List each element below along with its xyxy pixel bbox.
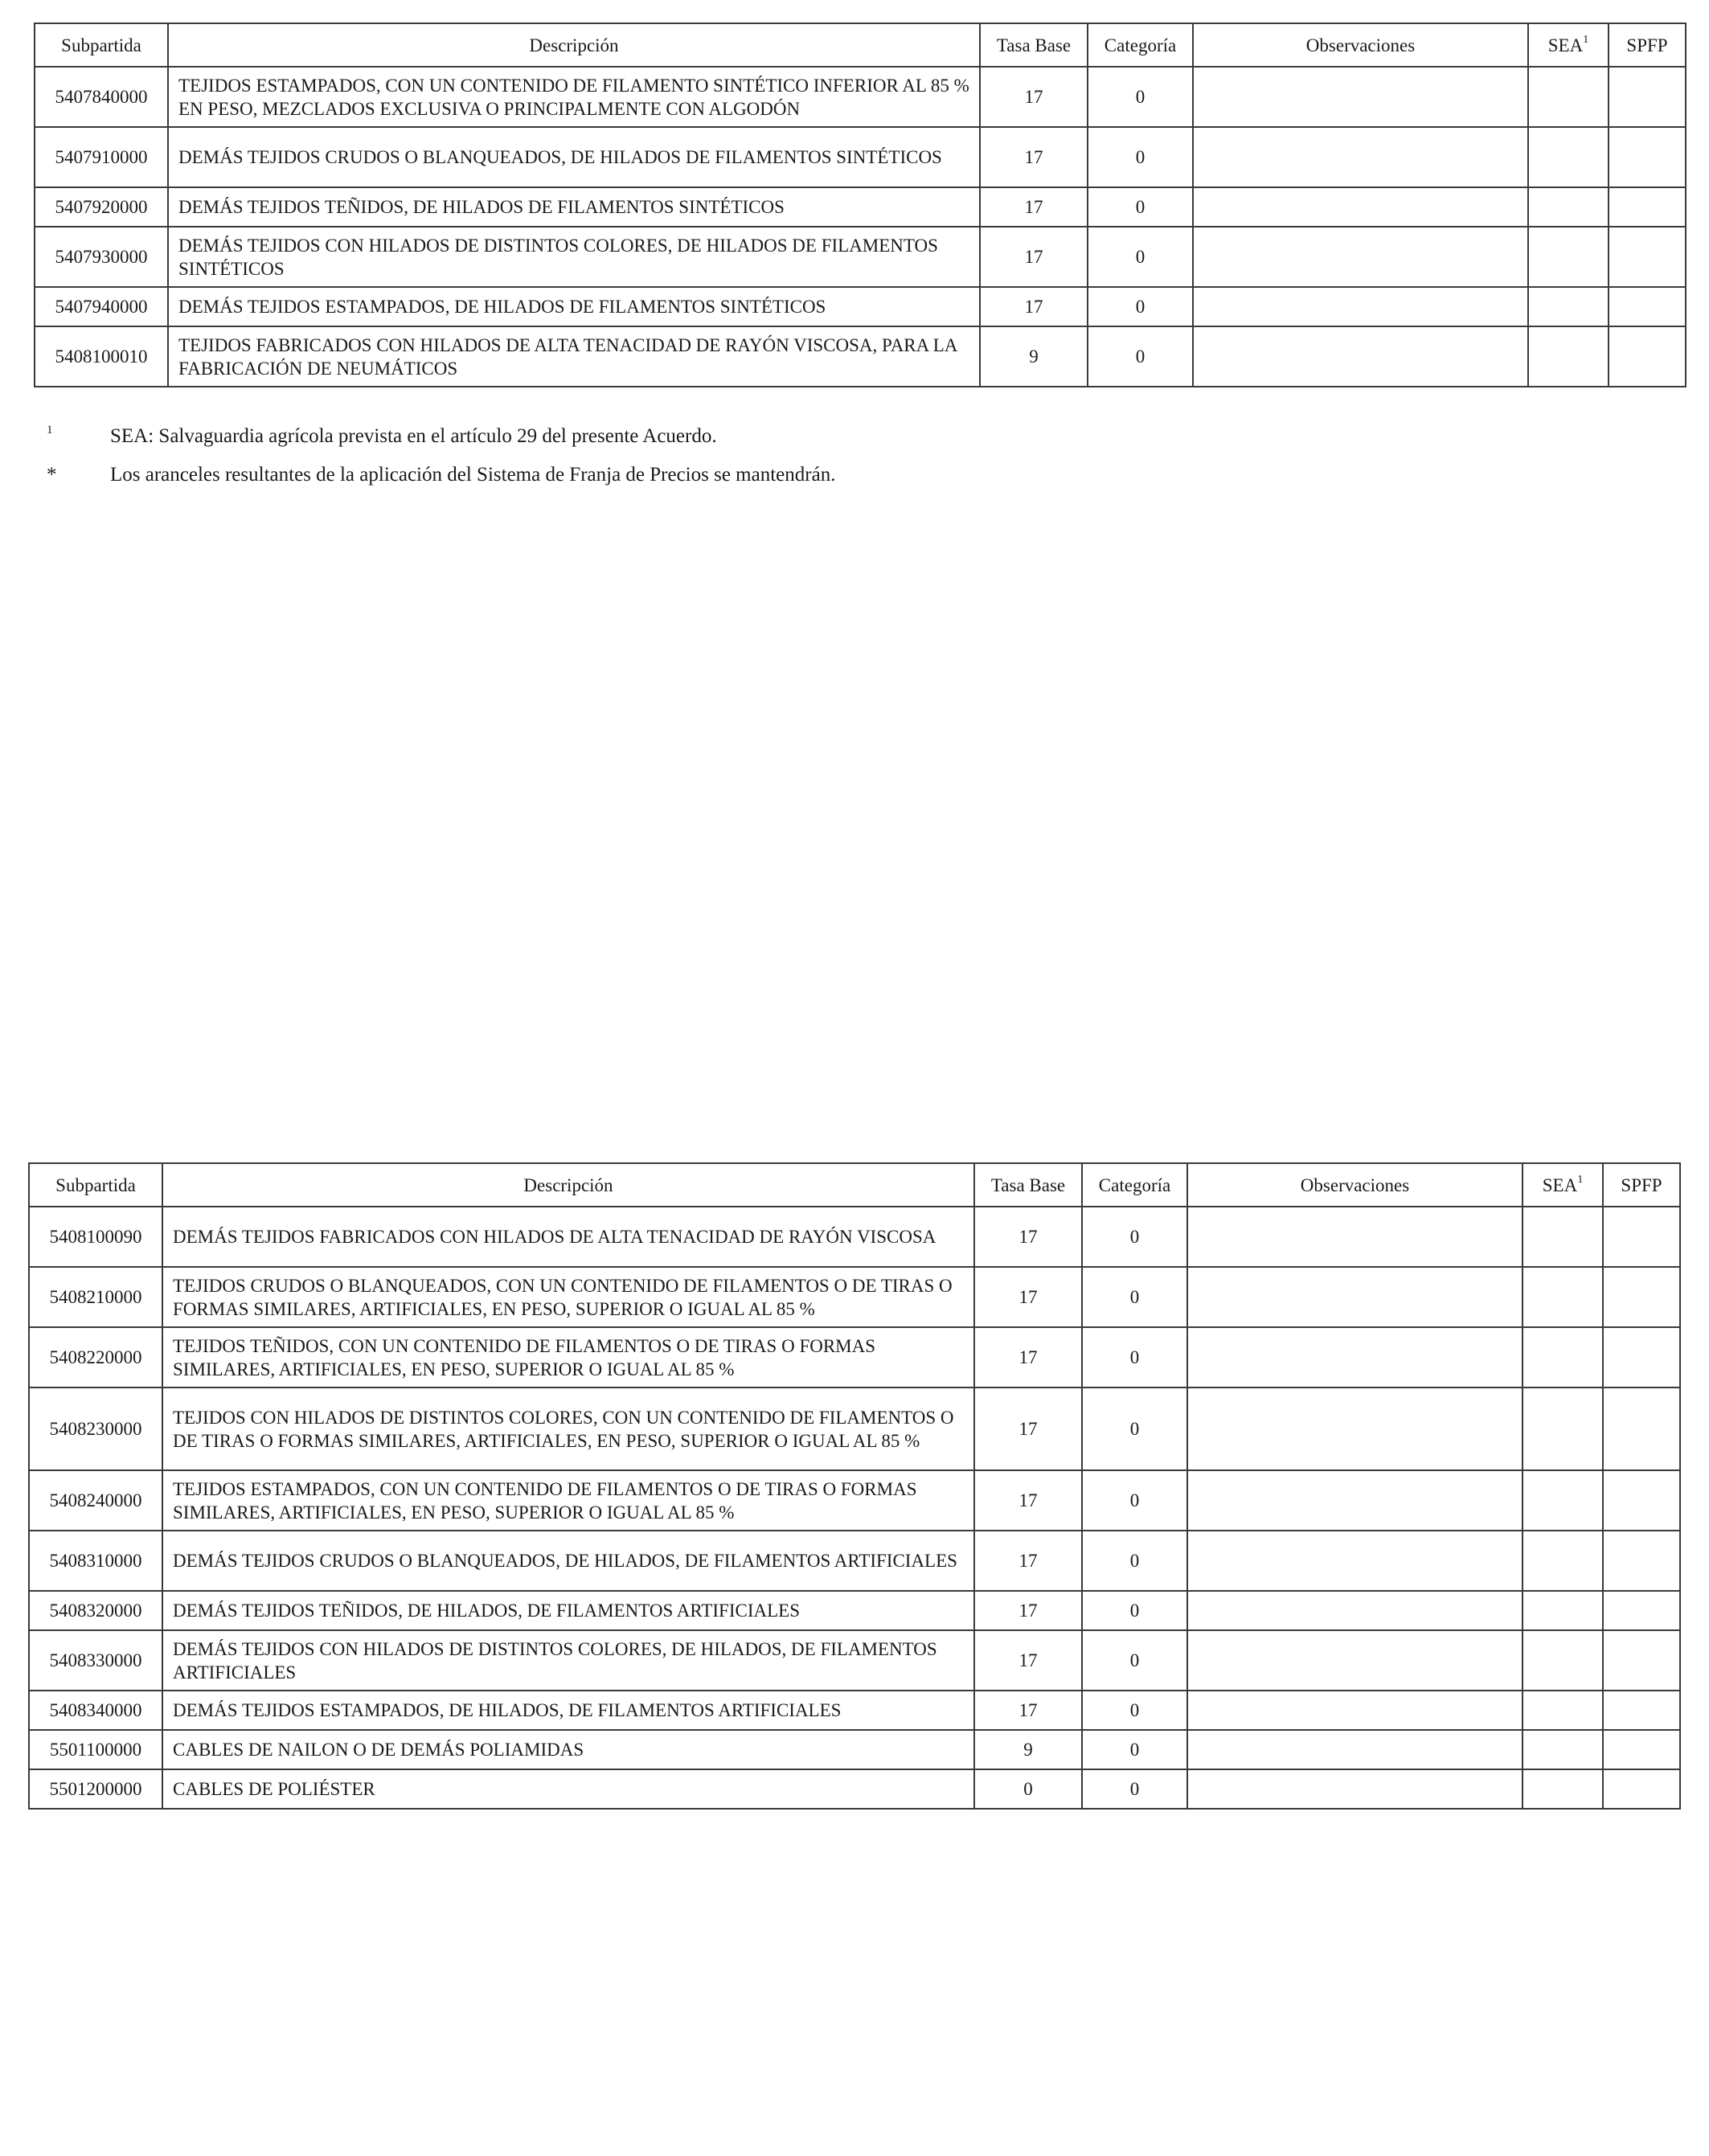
table-row bbox=[29, 1769, 1680, 1809]
cell-observaciones bbox=[1193, 127, 1528, 187]
header-spfp: SPFP bbox=[1603, 1163, 1680, 1207]
cell-subpartida: 5407940000 bbox=[35, 287, 168, 326]
cell-categoria: 0 bbox=[1082, 1730, 1187, 1769]
footnote-ref: 1 bbox=[1577, 1173, 1584, 1186]
cell-categoria: 0 bbox=[1082, 1531, 1187, 1591]
cell-spfp bbox=[1603, 1327, 1680, 1387]
cell-observaciones bbox=[1187, 1730, 1523, 1769]
cell-descripcion: CABLES DE NAILON O DE DEMÁS POLIAMIDAS bbox=[162, 1730, 974, 1769]
table-row bbox=[35, 287, 1686, 326]
footnotes bbox=[47, 424, 835, 501]
cell-observaciones bbox=[1187, 1387, 1523, 1470]
cell-spfp bbox=[1603, 1591, 1680, 1630]
cell-subpartida: 5408210000 bbox=[29, 1267, 162, 1327]
cell-subpartida: 5408340000 bbox=[29, 1691, 162, 1730]
cell-categoria: 0 bbox=[1082, 1591, 1187, 1630]
cell-sea bbox=[1528, 227, 1609, 287]
table-row bbox=[29, 1591, 1680, 1630]
cell-tasa-base: 17 bbox=[974, 1387, 1082, 1470]
table-header-row bbox=[29, 1163, 1680, 1207]
cell-subpartida: 5407920000 bbox=[35, 187, 168, 227]
header-descripcion: Descripción bbox=[168, 23, 980, 67]
cell-descripcion: DEMÁS TEJIDOS FABRICADOS CON HILADOS DE ALTA TENACIDAD DE RAYÓN VISCOSA bbox=[162, 1207, 974, 1267]
header-categoria: Categoría bbox=[1088, 23, 1193, 67]
cell-descripcion: DEMÁS TEJIDOS ESTAMPADOS, DE HILADOS DE FILAMENTOS SINTÉTICOS bbox=[168, 287, 980, 326]
table-row bbox=[35, 227, 1686, 287]
footnote bbox=[47, 462, 835, 488]
cell-spfp bbox=[1603, 1387, 1680, 1470]
cell-observaciones bbox=[1193, 326, 1528, 387]
cell-descripcion: DEMÁS TEJIDOS TEÑIDOS, DE HILADOS, DE FILAMENTOS ARTIFICIALES bbox=[162, 1591, 974, 1630]
cell-subpartida: 5408100090 bbox=[29, 1207, 162, 1267]
cell-observaciones bbox=[1193, 67, 1528, 127]
cell-tasa-base: 17 bbox=[980, 287, 1088, 326]
cell-descripcion: DEMÁS TEJIDOS CON HILADOS DE DISTINTOS COLORES, DE HILADOS, DE FILAMENTOS ARTIFICIALES bbox=[162, 1630, 974, 1691]
cell-categoria: 0 bbox=[1082, 1769, 1187, 1809]
header-subpartida: Subpartida bbox=[29, 1163, 162, 1207]
cell-sea bbox=[1528, 187, 1609, 227]
cell-spfp bbox=[1603, 1267, 1680, 1327]
cell-tasa-base: 17 bbox=[974, 1470, 1082, 1531]
cell-sea bbox=[1523, 1207, 1603, 1267]
cell-descripcion: TEJIDOS ESTAMPADOS, CON UN CONTENIDO DE FILAMENTOS O DE TIRAS O FORMAS SIMILARES, ARTIFICIALES, EN PESO, SUPERIOR O IGUAL AL 85 % bbox=[162, 1470, 974, 1531]
cell-subpartida: 5407910000 bbox=[35, 127, 168, 187]
cell-categoria: 0 bbox=[1082, 1630, 1187, 1691]
cell-tasa-base: 17 bbox=[980, 127, 1088, 187]
header-observaciones: Observaciones bbox=[1193, 23, 1528, 67]
cell-sea bbox=[1528, 67, 1609, 127]
cell-subpartida: 5408320000 bbox=[29, 1591, 162, 1630]
cell-subpartida: 5408220000 bbox=[29, 1327, 162, 1387]
cell-tasa-base: 17 bbox=[974, 1630, 1082, 1691]
header-sea-label: SEA bbox=[1542, 1174, 1578, 1195]
cell-categoria: 0 bbox=[1088, 187, 1193, 227]
cell-spfp bbox=[1603, 1691, 1680, 1730]
cell-descripcion: TEJIDOS FABRICADOS CON HILADOS DE ALTA TENACIDAD DE RAYÓN VISCOSA, PARA LA FABRICACIÓN DE NEUMÁTICOS bbox=[168, 326, 980, 387]
table-row bbox=[35, 187, 1686, 227]
cell-subpartida: 5408240000 bbox=[29, 1470, 162, 1531]
cell-descripcion: DEMÁS TEJIDOS TEÑIDOS, DE HILADOS DE FILAMENTOS SINTÉTICOS bbox=[168, 187, 980, 227]
cell-spfp bbox=[1603, 1207, 1680, 1267]
header-spfp: SPFP bbox=[1609, 23, 1686, 67]
cell-descripcion: DEMÁS TEJIDOS ESTAMPADOS, DE HILADOS, DE FILAMENTOS ARTIFICIALES bbox=[162, 1691, 974, 1730]
cell-categoria: 0 bbox=[1082, 1387, 1187, 1470]
cell-tasa-base: 17 bbox=[974, 1531, 1082, 1591]
cell-tasa-base: 17 bbox=[974, 1207, 1082, 1267]
cell-observaciones bbox=[1187, 1207, 1523, 1267]
cell-tasa-base: 17 bbox=[974, 1267, 1082, 1327]
cell-spfp bbox=[1603, 1730, 1680, 1769]
cell-sea bbox=[1528, 326, 1609, 387]
cell-spfp bbox=[1603, 1531, 1680, 1591]
table-row bbox=[29, 1387, 1680, 1470]
footnote bbox=[47, 424, 835, 449]
table-row bbox=[35, 326, 1686, 387]
cell-subpartida: 5408310000 bbox=[29, 1531, 162, 1591]
cell-descripcion: TEJIDOS CRUDOS O BLANQUEADOS, CON UN CONTENIDO DE FILAMENTOS O DE TIRAS O FORMAS SIMILARES, ARTIFICIALES, EN PESO, SUPERIOR O IGUAL AL 85 % bbox=[162, 1267, 974, 1327]
cell-categoria: 0 bbox=[1082, 1470, 1187, 1531]
footnote-mark: * bbox=[47, 464, 57, 486]
table-row bbox=[29, 1730, 1680, 1769]
cell-descripcion: DEMÁS TEJIDOS CON HILADOS DE DISTINTOS COLORES, DE HILADOS DE FILAMENTOS SINTÉTICOS bbox=[168, 227, 980, 287]
tariff-table-2 bbox=[28, 1162, 1681, 1810]
cell-categoria: 0 bbox=[1082, 1207, 1187, 1267]
cell-descripcion: DEMÁS TEJIDOS CRUDOS O BLANQUEADOS, DE HILADOS, DE FILAMENTOS ARTIFICIALES bbox=[162, 1531, 974, 1591]
header-subpartida: Subpartida bbox=[35, 23, 168, 67]
cell-subpartida: 5501100000 bbox=[29, 1730, 162, 1769]
cell-descripcion: DEMÁS TEJIDOS CRUDOS O BLANQUEADOS, DE HILADOS DE FILAMENTOS SINTÉTICOS bbox=[168, 127, 980, 187]
footnote-text: SEA: Salvaguardia agrícola prevista en el artículo 29 del presente Acuerdo. bbox=[110, 425, 717, 447]
cell-sea bbox=[1528, 287, 1609, 326]
tariff-table-1 bbox=[34, 23, 1686, 387]
cell-sea bbox=[1523, 1730, 1603, 1769]
cell-spfp bbox=[1609, 187, 1686, 227]
cell-spfp bbox=[1609, 227, 1686, 287]
header-sea bbox=[1528, 23, 1609, 67]
header-descripcion: Descripción bbox=[162, 1163, 974, 1207]
cell-observaciones bbox=[1187, 1531, 1523, 1591]
table-row bbox=[35, 127, 1686, 187]
cell-sea bbox=[1523, 1591, 1603, 1630]
cell-subpartida: 5501200000 bbox=[29, 1769, 162, 1809]
header-sea-label: SEA bbox=[1547, 35, 1584, 55]
cell-observaciones bbox=[1187, 1691, 1523, 1730]
cell-sea bbox=[1523, 1769, 1603, 1809]
cell-tasa-base: 9 bbox=[980, 326, 1088, 387]
cell-descripcion: TEJIDOS TEÑIDOS, CON UN CONTENIDO DE FILAMENTOS O DE TIRAS O FORMAS SIMILARES, ARTIFICIALES, EN PESO, SUPERIOR O IGUAL AL 85 % bbox=[162, 1327, 974, 1387]
cell-spfp bbox=[1609, 326, 1686, 387]
cell-spfp bbox=[1603, 1630, 1680, 1691]
footnote-ref: 1 bbox=[1583, 33, 1589, 46]
header-sea bbox=[1523, 1163, 1603, 1207]
cell-spfp bbox=[1609, 127, 1686, 187]
cell-tasa-base: 17 bbox=[980, 227, 1088, 287]
cell-observaciones bbox=[1187, 1470, 1523, 1531]
table-row bbox=[29, 1207, 1680, 1267]
cell-sea bbox=[1523, 1327, 1603, 1387]
cell-observaciones bbox=[1193, 287, 1528, 326]
table-row bbox=[29, 1267, 1680, 1327]
cell-observaciones bbox=[1187, 1267, 1523, 1327]
header-tasa-base: Tasa Base bbox=[980, 23, 1088, 67]
cell-observaciones bbox=[1193, 187, 1528, 227]
cell-categoria: 0 bbox=[1088, 326, 1193, 387]
cell-descripcion: CABLES DE POLIÉSTER bbox=[162, 1769, 974, 1809]
cell-categoria: 0 bbox=[1082, 1691, 1187, 1730]
cell-sea bbox=[1523, 1630, 1603, 1691]
cell-categoria: 0 bbox=[1088, 67, 1193, 127]
cell-tasa-base: 9 bbox=[974, 1730, 1082, 1769]
cell-subpartida: 5407840000 bbox=[35, 67, 168, 127]
cell-observaciones bbox=[1187, 1591, 1523, 1630]
cell-subpartida: 5408100010 bbox=[35, 326, 168, 387]
cell-descripcion: TEJIDOS ESTAMPADOS, CON UN CONTENIDO DE FILAMENTO SINTÉTICO INFERIOR AL 85 % EN PESO, MEZCLADOS EXCLUSIVA O PRINCIPALMENTE CON ALGODÓN bbox=[168, 67, 980, 127]
cell-spfp bbox=[1603, 1470, 1680, 1531]
cell-sea bbox=[1523, 1267, 1603, 1327]
cell-tasa-base: 17 bbox=[974, 1591, 1082, 1630]
cell-categoria: 0 bbox=[1088, 127, 1193, 187]
cell-categoria: 0 bbox=[1082, 1267, 1187, 1327]
cell-categoria: 0 bbox=[1088, 287, 1193, 326]
footnote-text: Los aranceles resultantes de la aplicación del Sistema de Franja de Precios se mantendrán. bbox=[110, 464, 836, 486]
cell-observaciones bbox=[1187, 1769, 1523, 1809]
header-tasa-base: Tasa Base bbox=[974, 1163, 1082, 1207]
cell-sea bbox=[1523, 1691, 1603, 1730]
table-row bbox=[29, 1327, 1680, 1387]
cell-spfp bbox=[1609, 287, 1686, 326]
cell-spfp bbox=[1609, 67, 1686, 127]
cell-sea bbox=[1523, 1470, 1603, 1531]
cell-categoria: 0 bbox=[1088, 227, 1193, 287]
cell-sea bbox=[1528, 127, 1609, 187]
cell-sea bbox=[1523, 1531, 1603, 1591]
header-categoria: Categoría bbox=[1082, 1163, 1187, 1207]
cell-subpartida: 5408230000 bbox=[29, 1387, 162, 1470]
cell-sea bbox=[1523, 1387, 1603, 1470]
footnote-mark: 1 bbox=[47, 424, 53, 437]
cell-observaciones bbox=[1193, 227, 1528, 287]
table-row bbox=[29, 1531, 1680, 1591]
cell-descripcion: TEJIDOS CON HILADOS DE DISTINTOS COLORES, CON UN CONTENIDO DE FILAMENTOS O DE TIRAS O FORMAS SIMILARES, ARTIFICIALES, EN PESO, SUPERIOR O IGUAL AL 85 % bbox=[162, 1387, 974, 1470]
cell-tasa-base: 17 bbox=[980, 187, 1088, 227]
cell-tasa-base: 17 bbox=[980, 67, 1088, 127]
cell-tasa-base: 0 bbox=[974, 1769, 1082, 1809]
cell-spfp bbox=[1603, 1769, 1680, 1809]
table-header-row bbox=[35, 23, 1686, 67]
table-row bbox=[29, 1470, 1680, 1531]
header-observaciones: Observaciones bbox=[1187, 1163, 1523, 1207]
table-row bbox=[29, 1630, 1680, 1691]
table-row bbox=[29, 1691, 1680, 1730]
cell-observaciones bbox=[1187, 1327, 1523, 1387]
table-row bbox=[35, 67, 1686, 127]
cell-subpartida: 5407930000 bbox=[35, 227, 168, 287]
cell-tasa-base: 17 bbox=[974, 1691, 1082, 1730]
cell-subpartida: 5408330000 bbox=[29, 1630, 162, 1691]
cell-tasa-base: 17 bbox=[974, 1327, 1082, 1387]
cell-observaciones bbox=[1187, 1630, 1523, 1691]
cell-categoria: 0 bbox=[1082, 1327, 1187, 1387]
